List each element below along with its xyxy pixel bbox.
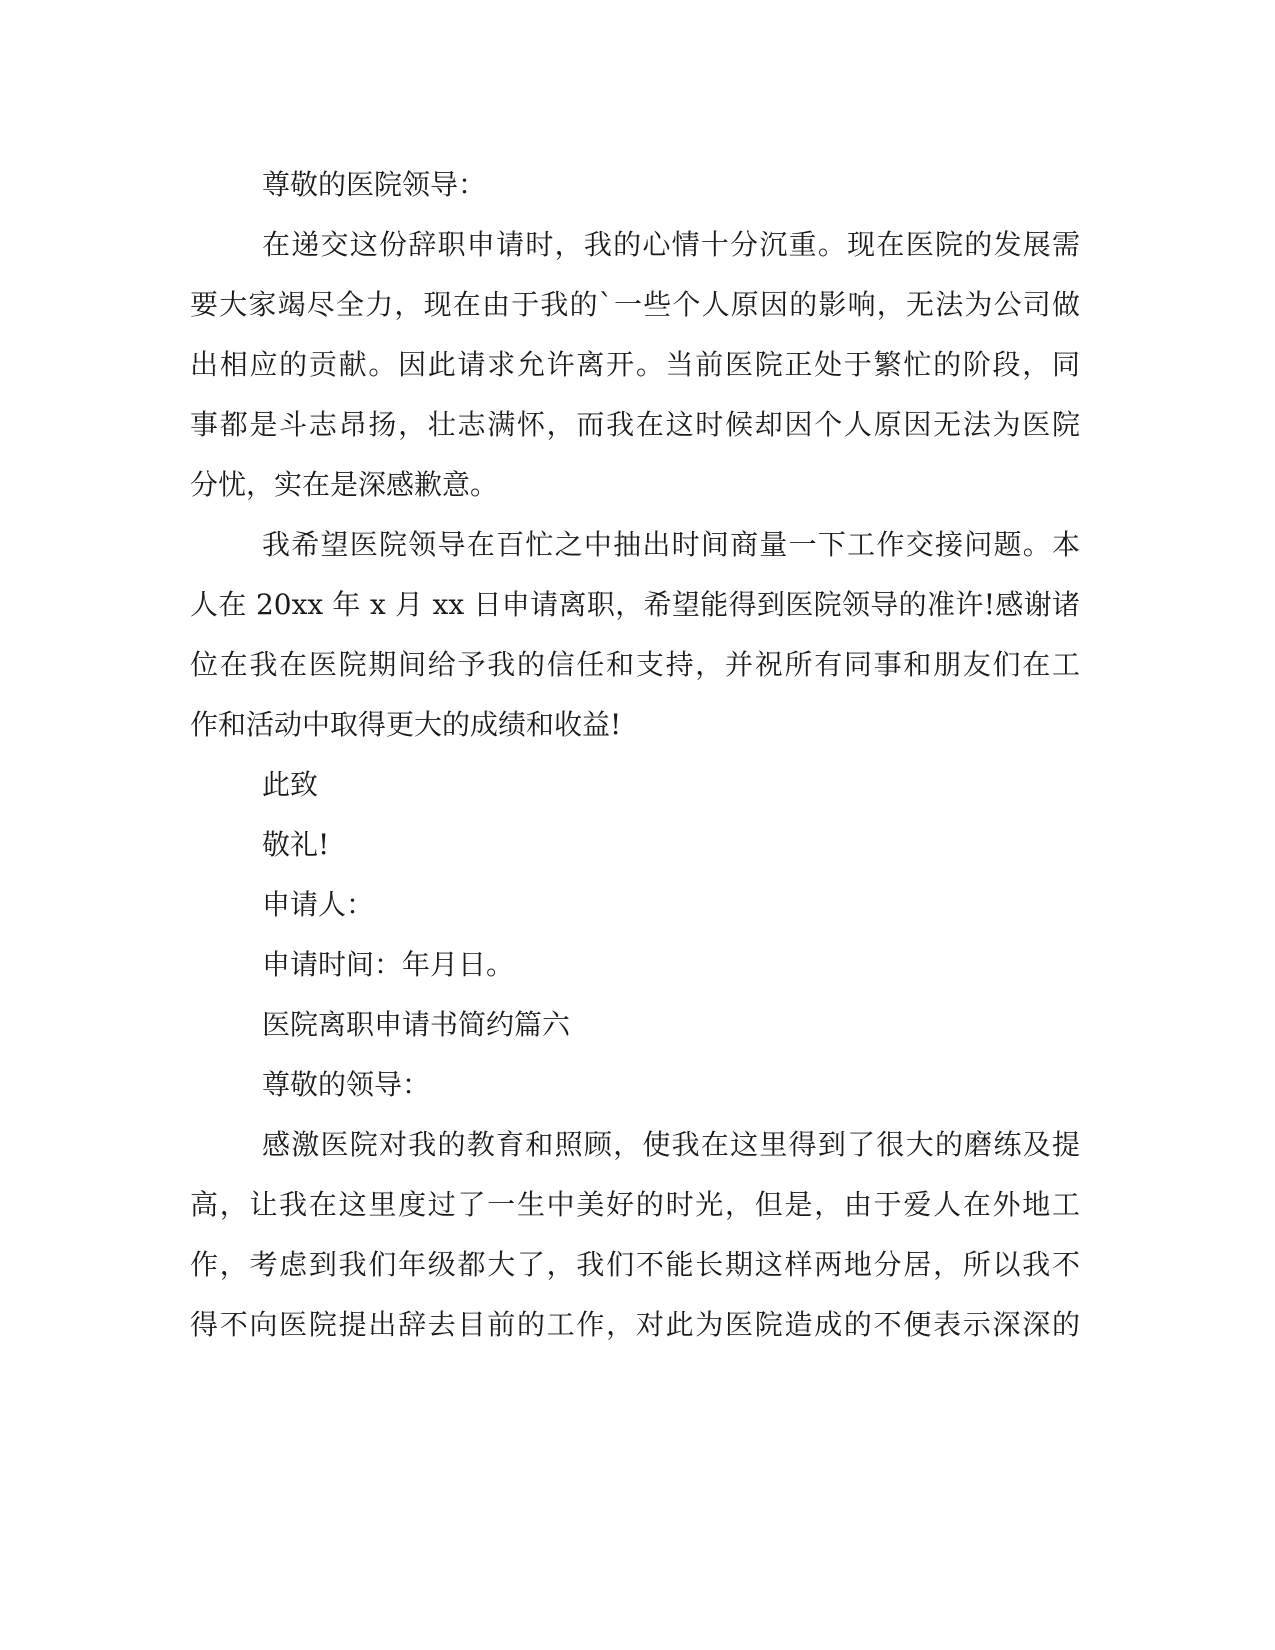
closing-jingli: 敬礼! <box>262 828 330 861</box>
document-body <box>190 155 1080 1355</box>
paragraph-1-line-5: 分忧，实在是深感歉意。 <box>190 468 499 501</box>
closing-cizhi: 此致 <box>262 768 319 801</box>
application-date-label: 申请时间：年月日。 <box>262 948 515 981</box>
salutation-leaders: 尊敬的领导： <box>262 1068 431 1101</box>
paragraph-3-line-1: 感激医院对我的教育和照顾，使我在这里得到了很大的磨练及提 <box>262 1128 1080 1161</box>
paragraph-3-line-4: 得不向医院提出辞去目前的工作，对此为医院造成的不便表示深深的 <box>190 1308 1080 1341</box>
paragraph-2-line-3: 位在我在医院期间给予我的信任和支持，并祝所有同事和朋友们在工 <box>190 648 1080 681</box>
paragraph-3-line-3: 作，考虑到我们年级都大了，我们不能长期这样两地分居，所以我不 <box>190 1248 1080 1281</box>
paragraph-1-line-3: 出相应的贡献。因此请求允许离开。当前医院正处于繁忙的阶段，同 <box>190 348 1080 381</box>
salutation-hospital-leaders: 尊敬的医院领导： <box>262 168 487 201</box>
paragraph-2-line-2: 人在 20xx 年 x 月 xx 日申请离职，希望能得到医院领导的准许!感谢诸 <box>190 588 1080 621</box>
section-heading: 医院离职申请书简约篇六 <box>262 1008 571 1041</box>
paragraph-2-line-4: 作和活动中取得更大的成绩和收益! <box>190 708 622 741</box>
applicant-label: 申请人： <box>262 888 375 921</box>
paragraph-1-line-2: 要大家竭尽全力，现在由于我的`一些个人原因的影响，无法为公司做 <box>190 288 1080 321</box>
paragraph-2-line-1: 我希望医院领导在百忙之中抽出时间商量一下工作交接问题。本 <box>262 528 1080 561</box>
paragraph-1-line-4: 事都是斗志昂扬，壮志满怀，而我在这时候却因个人原因无法为医院 <box>190 408 1080 441</box>
paragraph-3-line-2: 高，让我在这里度过了一生中美好的时光，但是，由于爱人在外地工 <box>190 1188 1080 1221</box>
paragraph-1-line-1: 在递交这份辞职申请时，我的心情十分沉重。现在医院的发展需 <box>262 228 1080 261</box>
